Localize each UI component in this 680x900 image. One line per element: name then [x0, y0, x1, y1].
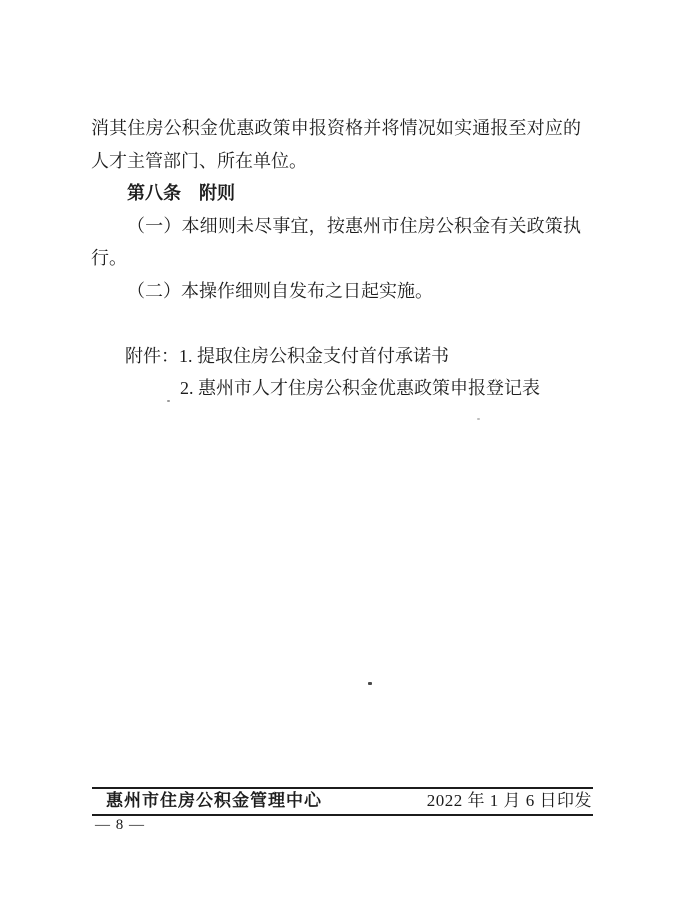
paragraph-continuation: 消其住房公积金优惠政策申报资格并将情况如实通报至对应的人才主管部门、所在单位。 — [91, 118, 581, 171]
scan-artifact-speck — [477, 418, 480, 420]
attachments-block — [125, 340, 581, 405]
colophon — [92, 787, 593, 816]
attachment-line-1 — [125, 340, 581, 373]
attachments-label: 附件： — [125, 345, 179, 366]
attachment-item-1: 1. 提取住房公积金支付首付承诺书 — [179, 345, 449, 366]
scan-artifact-speck — [368, 682, 372, 685]
article-heading: 第八条 附则 — [127, 183, 235, 203]
clause-item-1: （一）本细则未尽事宜，按惠州市住房公积金有关政策执行。 — [91, 215, 581, 268]
issuer-name: 惠州市住房公积金管理中心 — [106, 791, 322, 810]
attachment-line-2 — [180, 372, 581, 405]
scan-artifact-speck — [167, 400, 170, 402]
document-body — [91, 112, 581, 405]
page-number: — 8 — — [95, 817, 145, 833]
clause-item-2: （二）本操作细则自发布之日起实施。 — [127, 280, 433, 301]
print-date: 2022 年 1 月 6 日印发 — [426, 791, 592, 810]
attachment-item-2: 2. 惠州市人才住房公积金优惠政策申报登记表 — [180, 378, 540, 398]
